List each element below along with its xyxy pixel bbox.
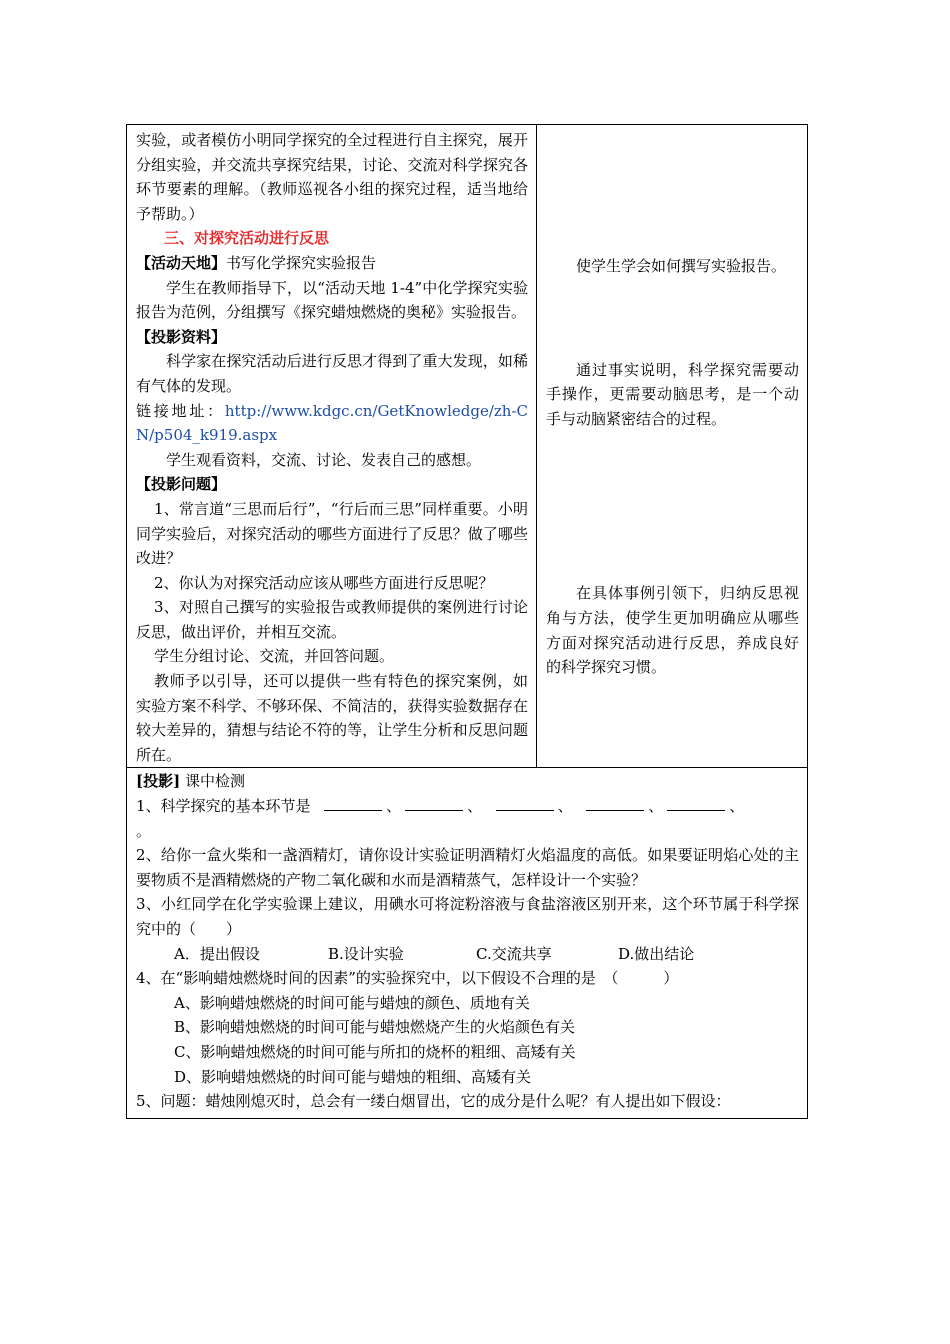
link-line (136, 399, 528, 448)
answer-blank[interactable] (496, 796, 554, 811)
paragraph-intro: 实验，或者模仿小明同学探究的全过程进行自主探究，展开分组实验，并交流共享探究结果，讨论、交流对科学探究各环节要素的理解。（教师巡视各小组的探究过程，适当地给予帮助。） (136, 131, 528, 223)
test-heading (136, 769, 799, 794)
test-title: 课中检测 (184, 772, 245, 791)
lesson-table (126, 124, 808, 1119)
link-url[interactable]: http://www.kdgc.cn/GetKnowledge/zh-CN/p504_k919.aspx (136, 401, 528, 445)
activity-tag: 【活动天地】 (136, 253, 227, 272)
purpose-report: 使学生学会如何撰写实验报告。 (576, 257, 787, 275)
answer-blank[interactable] (667, 796, 725, 811)
option-d: D.做出结论 (618, 944, 695, 963)
questions-tag: 【投影问题】 (136, 475, 227, 494)
left-column-cell (127, 125, 537, 768)
purpose-reflect: 在具体事例引领下，归纳反思视角与方法，使学生更加明确应从哪些方面对探究活动进行反思，养成良好的科学探究习惯。 (546, 584, 799, 677)
materials-tag: 【投影资料】 (136, 327, 227, 346)
answer-blank[interactable] (405, 796, 463, 811)
link-label: 链接地址： (136, 401, 225, 420)
paragraph-materials: 科学家在探究活动后进行反思才得到了重大发现，如稀有气体的发现。 (136, 352, 528, 395)
question-3: 3、对照自己撰写的实验报告或教师提供的案例进行讨论反思，做出评价，并相互交流。 (136, 598, 528, 641)
paragraph-report: 学生在教师指导下，以“活动天地 1-4”中化学探究实验报告为范例，分组撰写《探究蜡烛燃烧的奥秘》实验报告。 (136, 278, 528, 322)
paragraph-guide: 教师予以引导，还可以提供一些有特色的探究案例，如实验方案不科学、不够环保、不简洁的，获得实验数据存在较大差异的，猜想与结论不符的等，让学生分析和反思问题所在。 (136, 672, 528, 764)
question-1: 1、常言道“三思而后行”，“行后而三思”同样重要。小明同学实验后，对探究活动的哪些方面进行了反思？做了哪些改进？ (136, 499, 528, 568)
activity-title: 书写化学探究实验报告 (226, 253, 377, 272)
option-c: C.交流共享 (476, 944, 552, 963)
paragraph-discuss: 学生分组讨论、交流，并回答问题。 (154, 647, 395, 666)
table-row (127, 125, 808, 768)
test-question-3-options (136, 942, 799, 967)
test-question-2: 2、给你一盒火柴和一盏酒精灯，请你设计实验证明酒精灯火焰温度的高低。如果要证明焰心处的主要物质不是酒精燃烧的产物二氧化碳和水而是酒精蒸气，怎样设计一个实验？ (136, 846, 799, 889)
projection-tag: [投影] (136, 772, 181, 791)
option-b: B、影响蜡烛燃烧的时间可能与蜡烛燃烧产生的火焰颜色有关 (174, 1018, 576, 1037)
answer-blank[interactable] (586, 796, 644, 811)
purpose-facts: 通过事实说明，科学探究需要动手操作，更需要动脑思考，是一个动手与动脑紧密结合的过程。 (546, 360, 799, 428)
test-question-5: 5、问题：蜡烛刚熄灭时，总会有一缕白烟冒出，它的成分是什么呢？有人提出如下假设： (136, 1092, 731, 1111)
question-2: 2、你认为对探究活动应该从哪些方面进行反思呢？ (154, 573, 494, 592)
test-question-1: 1、科学探究的基本环节是 、 、 、 、 、 。 (136, 797, 745, 840)
option-a: A．提出假设 (174, 944, 260, 963)
right-column-cell (537, 125, 808, 768)
option-b: B.设计实验 (328, 944, 404, 963)
option-c: C、影响蜡烛燃烧的时间可能与所扣的烧杯的粗细、高矮有关 (174, 1042, 576, 1061)
option-d: D、影响蜡烛燃烧的时间可能与蜡烛的粗细、高矮有关 (174, 1067, 532, 1086)
option-a: A、影响蜡烛燃烧的时间可能与蜡烛的颜色、质地有关 (174, 993, 530, 1012)
table-row (127, 768, 808, 1118)
section-heading: 三、对探究活动进行反思 (164, 229, 330, 248)
answer-blank[interactable] (324, 796, 382, 811)
paragraph-watch: 学生观看资料，交流、讨论、发表自己的感想。 (166, 450, 482, 469)
bottom-cell (127, 768, 808, 1118)
test-question-3: 3、小红同学在化学实验课上建议，用碘水可将淀粉溶液与食盐溶液区别开来，这个环节属于科学探究中的（ ） (136, 895, 799, 938)
test-question-4: 4、在“影响蜡烛燃烧时间的因素”的实验探究中，以下假设不合理的是 （ ） (136, 969, 679, 988)
activity-line (136, 251, 528, 276)
